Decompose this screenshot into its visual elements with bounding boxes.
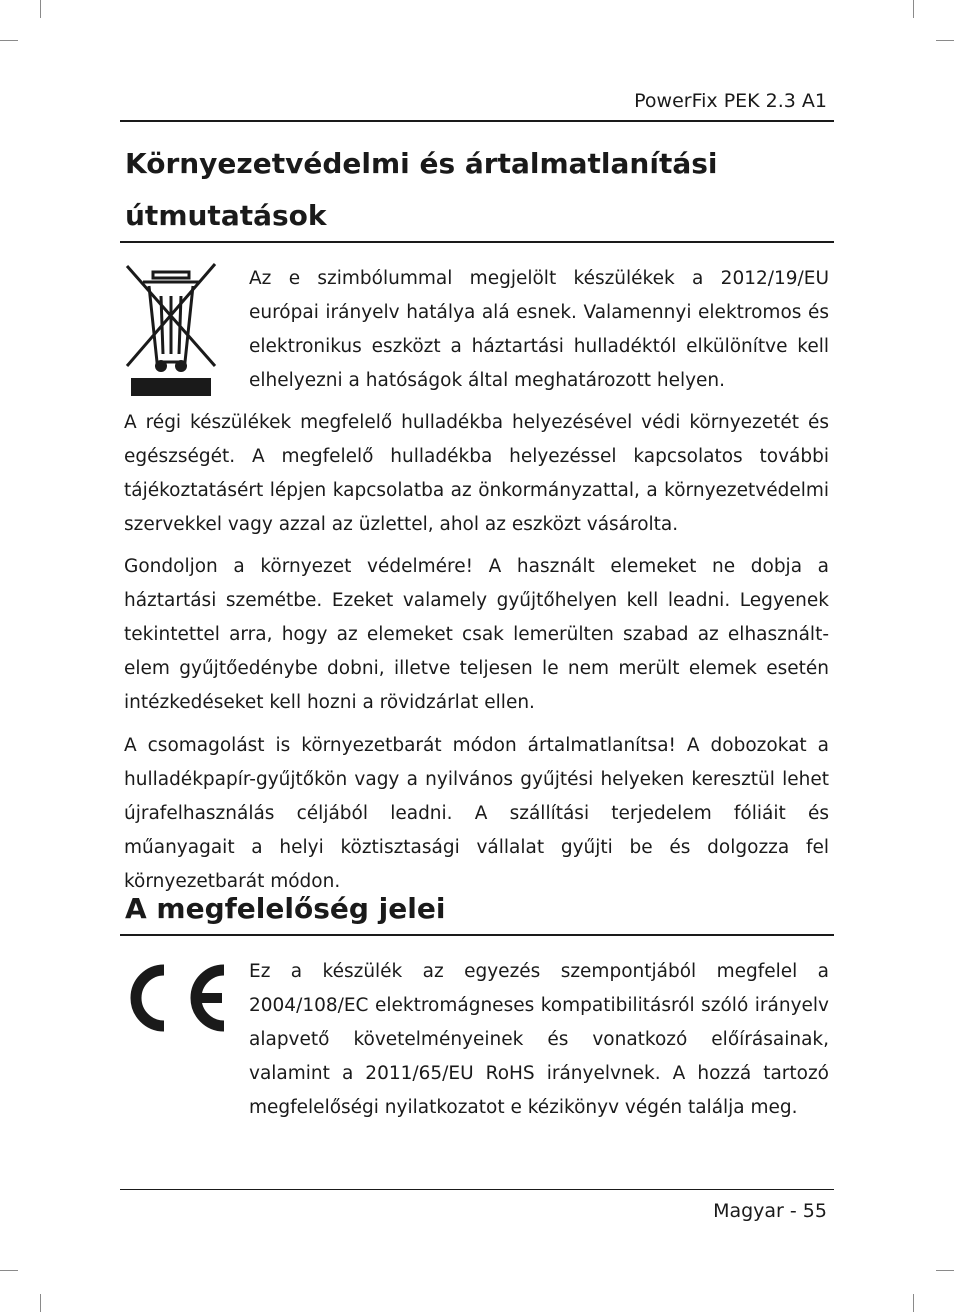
paragraph: A csomagolást is környezetbarát módon ártalmatlanítsa! A dobozokat a hulladékpapír-gyűjtőkön vagy a nyilvános gyűjtési helyeken keresztül lehet újrafelhasználás céljából leadni. A szállítási terjedelem fóliáit és műanyagait a helyi köztisztasági vállalat gyűjti be és dolgozza fel környezetbarát módon. <box>124 735 829 892</box>
crop-mark <box>40 1294 41 1312</box>
section-rule <box>120 934 834 936</box>
crop-mark <box>0 40 18 41</box>
crop-mark <box>0 1270 18 1271</box>
section-title-conformity: A megfelelőség jelei <box>125 892 446 925</box>
page-number: Magyar - 55 <box>713 1200 827 1222</box>
footer-rule <box>120 1189 834 1190</box>
weee-crossed-out-bin-icon <box>123 262 219 398</box>
crop-mark <box>936 40 954 41</box>
section-rule <box>120 241 834 243</box>
section-title-environment: Környezetvédelmi és ártalmatlanítási útmutatások <box>125 147 718 232</box>
paragraph: A régi készülékek megfelelő hulladékba helyezésével védi környezetét és egészségét. A megfelelő hulladékba helyezéssel kapcsolatos további tájékoztatásért lépjen kapcsolatba az önkormányzattal, a környezetvédelmi szervekkel vagy azzal az üzlettel, ahol az eszközt vásárolta. <box>124 412 829 535</box>
crop-mark <box>913 0 914 18</box>
header-rule <box>120 120 834 122</box>
ce-paragraph: Ez a készülék az egyezés szempontjából megfelel a 2004/108/EC elektromágneses kompatibilitásról szóló irányelv alapvető követelményeinek és vonatkozó előírásainak, valamint a 2011/65/EU RoHS irányelvnek. A hozzá tartozó megfelelőségi nyilatkozatot e kézikönyv végén találja meg. <box>249 961 829 1118</box>
weee-paragraph: Az e szimbólummal megjelölt készülékek a 2012/19/EU európai irányelv hatálya alá esnek. Valamennyi elektromos és elektronikus eszközt a háztartási hulladéktól elkülönítve kell elhelyezni a hatóságok által meghatározott helyen. <box>249 268 829 391</box>
running-header: PowerFix PEK 2.3 A1 <box>634 90 827 112</box>
crop-mark <box>913 1294 914 1312</box>
ce-mark-icon <box>122 960 230 1036</box>
paragraph: Gondoljon a környezet védelmére! A használt elemeket ne dobja a háztartási szemétbe. Ezeket valamely gyűjtőhelyen kell leadni. Legyenek tekintettel arra, hogy az elemeket csak lemerülten szabad az elhasznált-elem gyűjtőedénybe dobni, illetve teljesen le nem merült elemek esetén intézkedéseket kell hozni a rövidzárlat ellen. <box>124 556 829 713</box>
crop-mark <box>40 0 41 18</box>
crop-mark <box>936 1270 954 1271</box>
